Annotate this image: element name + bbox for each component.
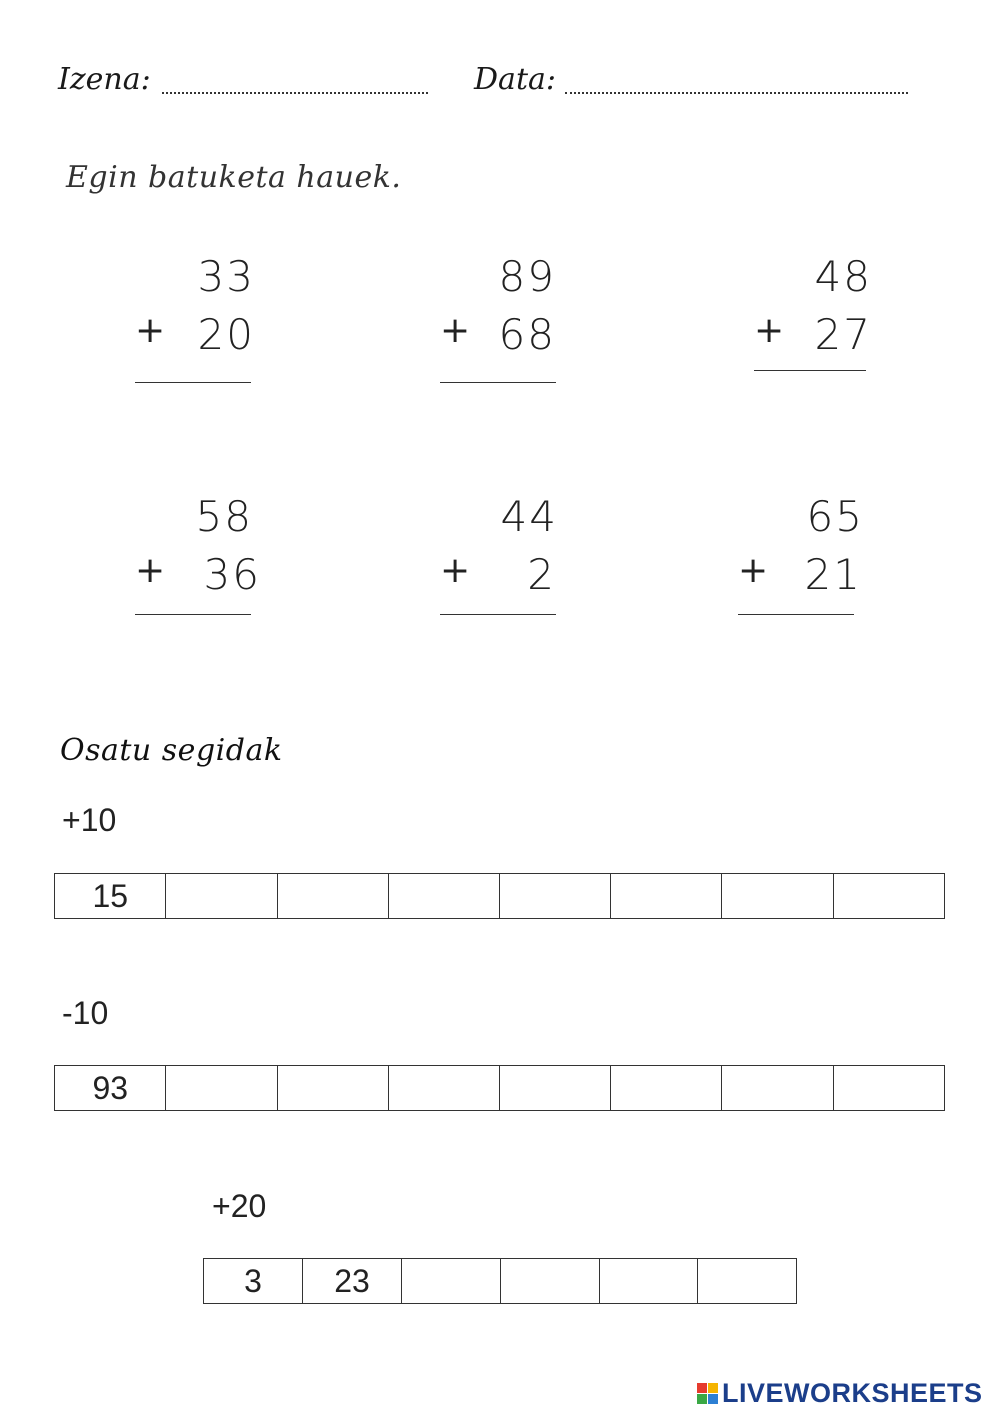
plus-sign: + xyxy=(440,310,471,351)
addend-top: 89 xyxy=(498,252,556,301)
sequence-cell[interactable] xyxy=(611,1066,722,1111)
name-field-line[interactable] xyxy=(162,92,428,94)
addend-bottom: 27 xyxy=(814,310,872,359)
sequence-cell[interactable] xyxy=(722,874,833,919)
sequence-cell[interactable] xyxy=(500,1066,611,1111)
answer-line[interactable] xyxy=(440,614,556,615)
sequence-cell: 15 xyxy=(55,874,166,919)
plus-sign: + xyxy=(754,310,785,351)
sequence-table xyxy=(54,873,945,919)
liveworksheets-logo-icon xyxy=(697,1383,718,1404)
sequence-cell[interactable] xyxy=(611,874,722,919)
addend-top: 33 xyxy=(197,252,255,301)
addend-bottom: 68 xyxy=(498,310,556,359)
addition-problem xyxy=(440,492,590,642)
sequence-step-label: +10 xyxy=(62,802,117,838)
addend-top: 44 xyxy=(500,492,558,541)
sequence-cell[interactable] xyxy=(277,874,388,919)
plus-sign: + xyxy=(440,550,471,591)
sequence-cell[interactable] xyxy=(388,874,499,919)
answer-line[interactable] xyxy=(135,614,251,615)
addition-problem xyxy=(754,252,904,402)
addend-bottom: 36 xyxy=(203,550,261,599)
addend-top: 48 xyxy=(814,252,872,301)
addend-bottom: 2 xyxy=(527,550,556,599)
sequence-instruction: Osatu segidak xyxy=(60,733,283,768)
addend-bottom: 21 xyxy=(804,550,862,599)
sequence-cell[interactable] xyxy=(722,1066,833,1111)
addition-problem xyxy=(440,252,590,402)
answer-line[interactable] xyxy=(440,382,556,383)
sequence-cell[interactable] xyxy=(166,874,277,919)
sequence-cell[interactable] xyxy=(698,1259,797,1304)
addend-bottom: 20 xyxy=(197,310,255,359)
sequence-cell[interactable] xyxy=(500,874,611,919)
sequence-step-label: -10 xyxy=(62,995,109,1031)
sequence-cell[interactable] xyxy=(833,1066,944,1111)
sequence-cell[interactable] xyxy=(388,1066,499,1111)
sequence-cell: 93 xyxy=(55,1066,166,1111)
sequence-table xyxy=(54,1065,945,1111)
date-label: Data: xyxy=(474,62,556,97)
addend-top: 58 xyxy=(195,492,253,541)
addition-problem xyxy=(135,252,285,402)
plus-sign: + xyxy=(135,550,166,591)
sequence-step-label: +20 xyxy=(212,1188,267,1224)
sequence-cell: 23 xyxy=(302,1259,401,1304)
sequence-cell[interactable] xyxy=(166,1066,277,1111)
sequence-table xyxy=(203,1258,797,1304)
addition-problem xyxy=(135,492,285,642)
date-field-line[interactable] xyxy=(565,92,908,94)
addition-problem xyxy=(738,492,888,642)
answer-line[interactable] xyxy=(754,370,866,371)
addition-instruction: Egin batuketa hauek. xyxy=(66,160,402,195)
addend-top: 65 xyxy=(806,492,864,541)
plus-sign: + xyxy=(135,310,166,351)
plus-sign: + xyxy=(738,550,769,591)
sequence-cell[interactable] xyxy=(402,1259,501,1304)
answer-line[interactable] xyxy=(738,614,854,615)
sequence-cell[interactable] xyxy=(833,874,944,919)
answer-line[interactable] xyxy=(135,382,251,383)
sequence-cell[interactable] xyxy=(500,1259,599,1304)
sequence-cell[interactable] xyxy=(599,1259,698,1304)
liveworksheets-logo[interactable] xyxy=(697,1378,983,1409)
sequence-cell[interactable] xyxy=(277,1066,388,1111)
name-label: Izena: xyxy=(58,62,151,97)
sequence-cell: 3 xyxy=(204,1259,303,1304)
brand-name: LIVEWORKSHEETS xyxy=(722,1378,983,1408)
